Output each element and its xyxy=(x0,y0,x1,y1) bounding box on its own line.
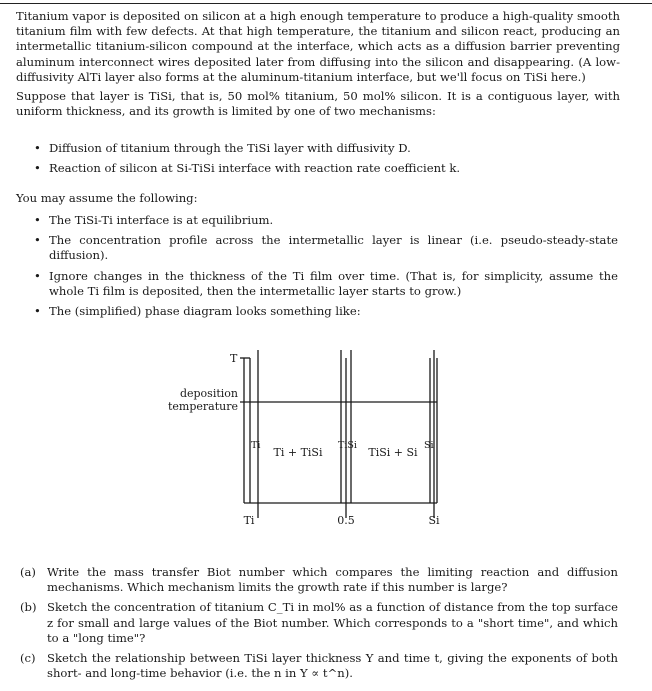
assumption-item-equilibrium: • The TiSi-Ti interface is at equilibrium. xyxy=(34,213,618,228)
question-text: Sketch the relationship between TiSi layer thickness Y and time t, giving the exponents of both short- and long-time behavior (i.e. the n in Y ∝ t^n). xyxy=(47,651,618,681)
assumptions-intro: You may assume the following: xyxy=(16,191,198,205)
question-item xyxy=(20,565,618,595)
question-label: (a) xyxy=(20,565,36,579)
mechanism-list xyxy=(34,141,618,176)
mechanism-item-reaction: • Reaction of silicon at Si-TiSi interface with reaction rate coefficient k. xyxy=(34,161,618,176)
phase-label-tisi: TiSi xyxy=(338,440,357,451)
tick-label-half: 0.5 xyxy=(337,514,355,527)
question-label: (c) xyxy=(20,651,36,666)
question-text: Write the mass transfer Biot number which compares the limiting reaction and diffusion mechanisms. Which mechanism limits the growth rate if this number is large? xyxy=(47,565,618,595)
tick-label-ti: Ti xyxy=(243,514,255,527)
assumption-item-linear-profile: • The concentration profile across the intermetallic layer is linear (i.e. pseudo-steady-state diffusion). xyxy=(34,233,618,263)
phase-diagram xyxy=(0,340,652,540)
assumption-item-phase-diagram: • The (simplified) phase diagram looks something like: xyxy=(34,304,618,319)
region-label-tisi-si: TiSi + Si xyxy=(368,446,418,459)
deposition-label-line1: deposition xyxy=(179,387,238,400)
question-text: Sketch the concentration of titanium C_Ti in mol% as a function of distance from the top surface z for small and large values of the Biot number. Which corresponds to a "short time", and which to a "long time"? xyxy=(47,600,618,645)
intro-paragraph-2: Suppose that layer is TiSi, that is, 50 mol% titanium, 50 mol% silicon. It is a contiguous layer, with uniform thickness, and its growth is limited by one of two mechanisms: xyxy=(16,89,620,119)
assumption-list xyxy=(34,213,618,319)
intro-section xyxy=(16,9,620,119)
phase-label-si: Si xyxy=(424,440,434,451)
question-item xyxy=(20,600,618,646)
phase-label-ti: Ti xyxy=(251,440,261,451)
tick-label-si: Si xyxy=(428,514,440,527)
mechanism-item-diffusion: • Diffusion of titanium through the TiSi layer with diffusivity D. xyxy=(34,141,618,156)
region-label-ti-tisi: Ti + TiSi xyxy=(273,446,323,459)
question-label: (b) xyxy=(20,600,37,615)
question-item xyxy=(20,651,618,681)
axis-label-t: T xyxy=(230,352,238,365)
top-rule xyxy=(0,3,652,4)
intro-paragraph-1: Titanium vapor is deposited on silicon at a high enough temperature to produce a high-quality smooth titanium film with few defects. At that high temperature, the titanium and silicon react, producing an intermetallic titanium-silicon compound at the interface, which acts as a diffusion barrier preventing aluminum interconnect wires deposited later from diffusing into the silicon and disappearing. (A low-diffusivity AlTi layer also forms at the aluminum-titanium interface, but we'll focus on TiSi here.) xyxy=(16,9,620,84)
assumption-item-film-thickness: • Ignore changes in the thickness of the Ti film over time. (That is, for simplicity, assume the whole Ti film is deposited, then the intermetallic layer starts to grow.) xyxy=(34,269,618,299)
deposition-label-line2: temperature xyxy=(167,400,238,413)
question-list xyxy=(20,565,618,686)
